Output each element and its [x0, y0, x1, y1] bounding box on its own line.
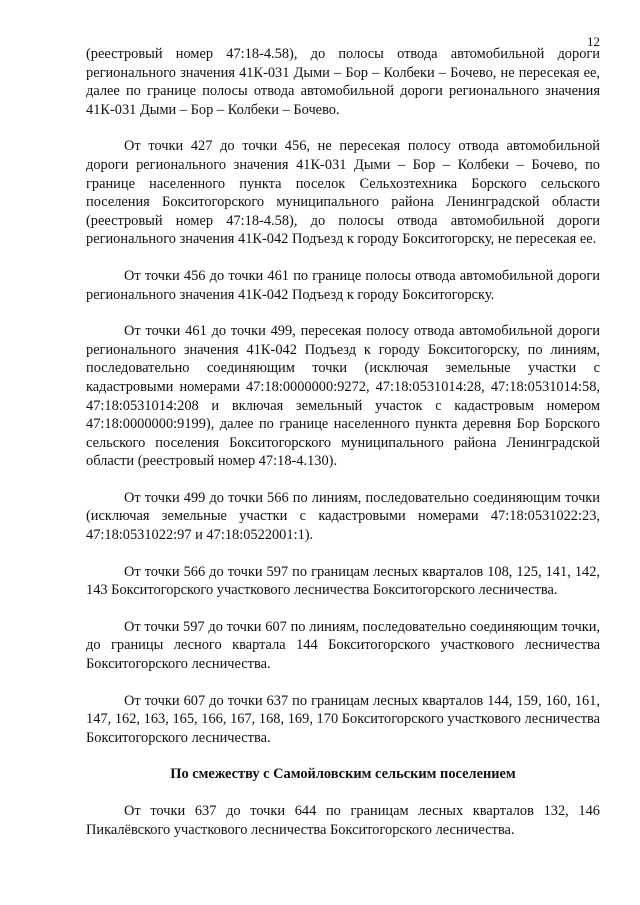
paragraph-gap — [86, 784, 600, 802]
paragraph-gap — [86, 304, 600, 322]
paragraph-gap — [86, 600, 600, 618]
paragraph-gap — [86, 747, 600, 765]
paragraph-gap — [86, 674, 600, 692]
paragraph-point-597: От точки 597 до точки 607 по линиям, последовательно соединяющим точки, до границы лесного квартала 144 Бокситогорского участкового лесничества Бокситогорского лесничества. — [86, 618, 600, 673]
paragraph-gap — [86, 471, 600, 489]
paragraph-continuation: (реестровый номер 47:18-4.58), до полосы отвода автомобильной дороги регионального значения 41К-031 Дыми – Бор – Колбеки – Бочево, не пересекая ее, далее по границе полосы отвода автомобильной дороги регионального значения 41К-031 Дыми – Бор – Колбеки – Бочево. — [86, 46, 600, 118]
paragraph-point-607: От точки 607 до точки 637 по границам лесных кварталов 144, 159, 160, 161, 147, 162, 163, 165, 166, 167, 168, 169, 170 Бокситогорского участкового лесничества Бокситогорского лесничества. — [86, 692, 600, 746]
paragraph-point-456: От точки 456 до точки 461 по границе полосы отвода автомобильной дороги регионального значения 41К-042 Подъезд к городу Бокситогорску. — [86, 267, 600, 303]
paragraph-gap — [86, 249, 600, 267]
paragraph-point-499: От точки 499 до точки 566 по линиям, последовательно соединяющим точки (исключая земельные участки с кадастровыми номерами 47:18:0531022:23, 47:18:0531022:97 и 47:18:0522001:1). — [86, 489, 600, 544]
paragraph-point-637: От точки 637 до точки 644 по границам лесных кварталов 132, 146 Пикалёвского участкового лесничества Бокситогорского лесничества. — [86, 803, 600, 838]
document-body — [86, 45, 600, 839]
page-number: 12 — [587, 34, 600, 49]
section-heading: По смежеству с Самойловским сельским поселением — [170, 766, 516, 783]
paragraph-gap — [86, 119, 600, 137]
paragraph-point-461: От точки 461 до точки 499, пересекая полосу отвода автомобильной дороги регионального значения 41К-042 Подъезд к городу Бокситогорску, по линиям, последовательно соединяющим точки (исключая земельные участки с кадастровыми номерами 47:18:0000000:9272, 47:18:0531014:28, 47:18:0531014:58, 47:18:0531014:208 и включая земельный участок с кадастровым номером 47:18:0000000:9199), далее по границе населенного пункта деревня Бор Борского сельского поселения Бокситогорского муниципального района Ленинградской области (реестровый номер 47:18-4.130). — [86, 323, 600, 470]
paragraph-point-427: От точки 427 до точки 456, не пересекая полосу отвода автомобильной дороги регионального значения 41К-031 Дыми – Бор – Колбеки – Бочево, по границе населенного пункта поселок Сельхозтехника Борского сельского поселения Бокситогорского муниципального района Ленинградской области (реестровый номер 47:18-4.58), до полосы отвода автомобильной дороги регионального значения 41К-042 Подъезд к городу Бокситогорску, не пересекая ее. — [86, 138, 600, 248]
paragraph-point-566: От точки 566 до точки 597 по границам лесных кварталов 108, 125, 141, 142, 143 Бокситогорского участкового лесничества Бокситогорского лесничества. — [86, 563, 600, 599]
paragraph-gap — [86, 545, 600, 563]
